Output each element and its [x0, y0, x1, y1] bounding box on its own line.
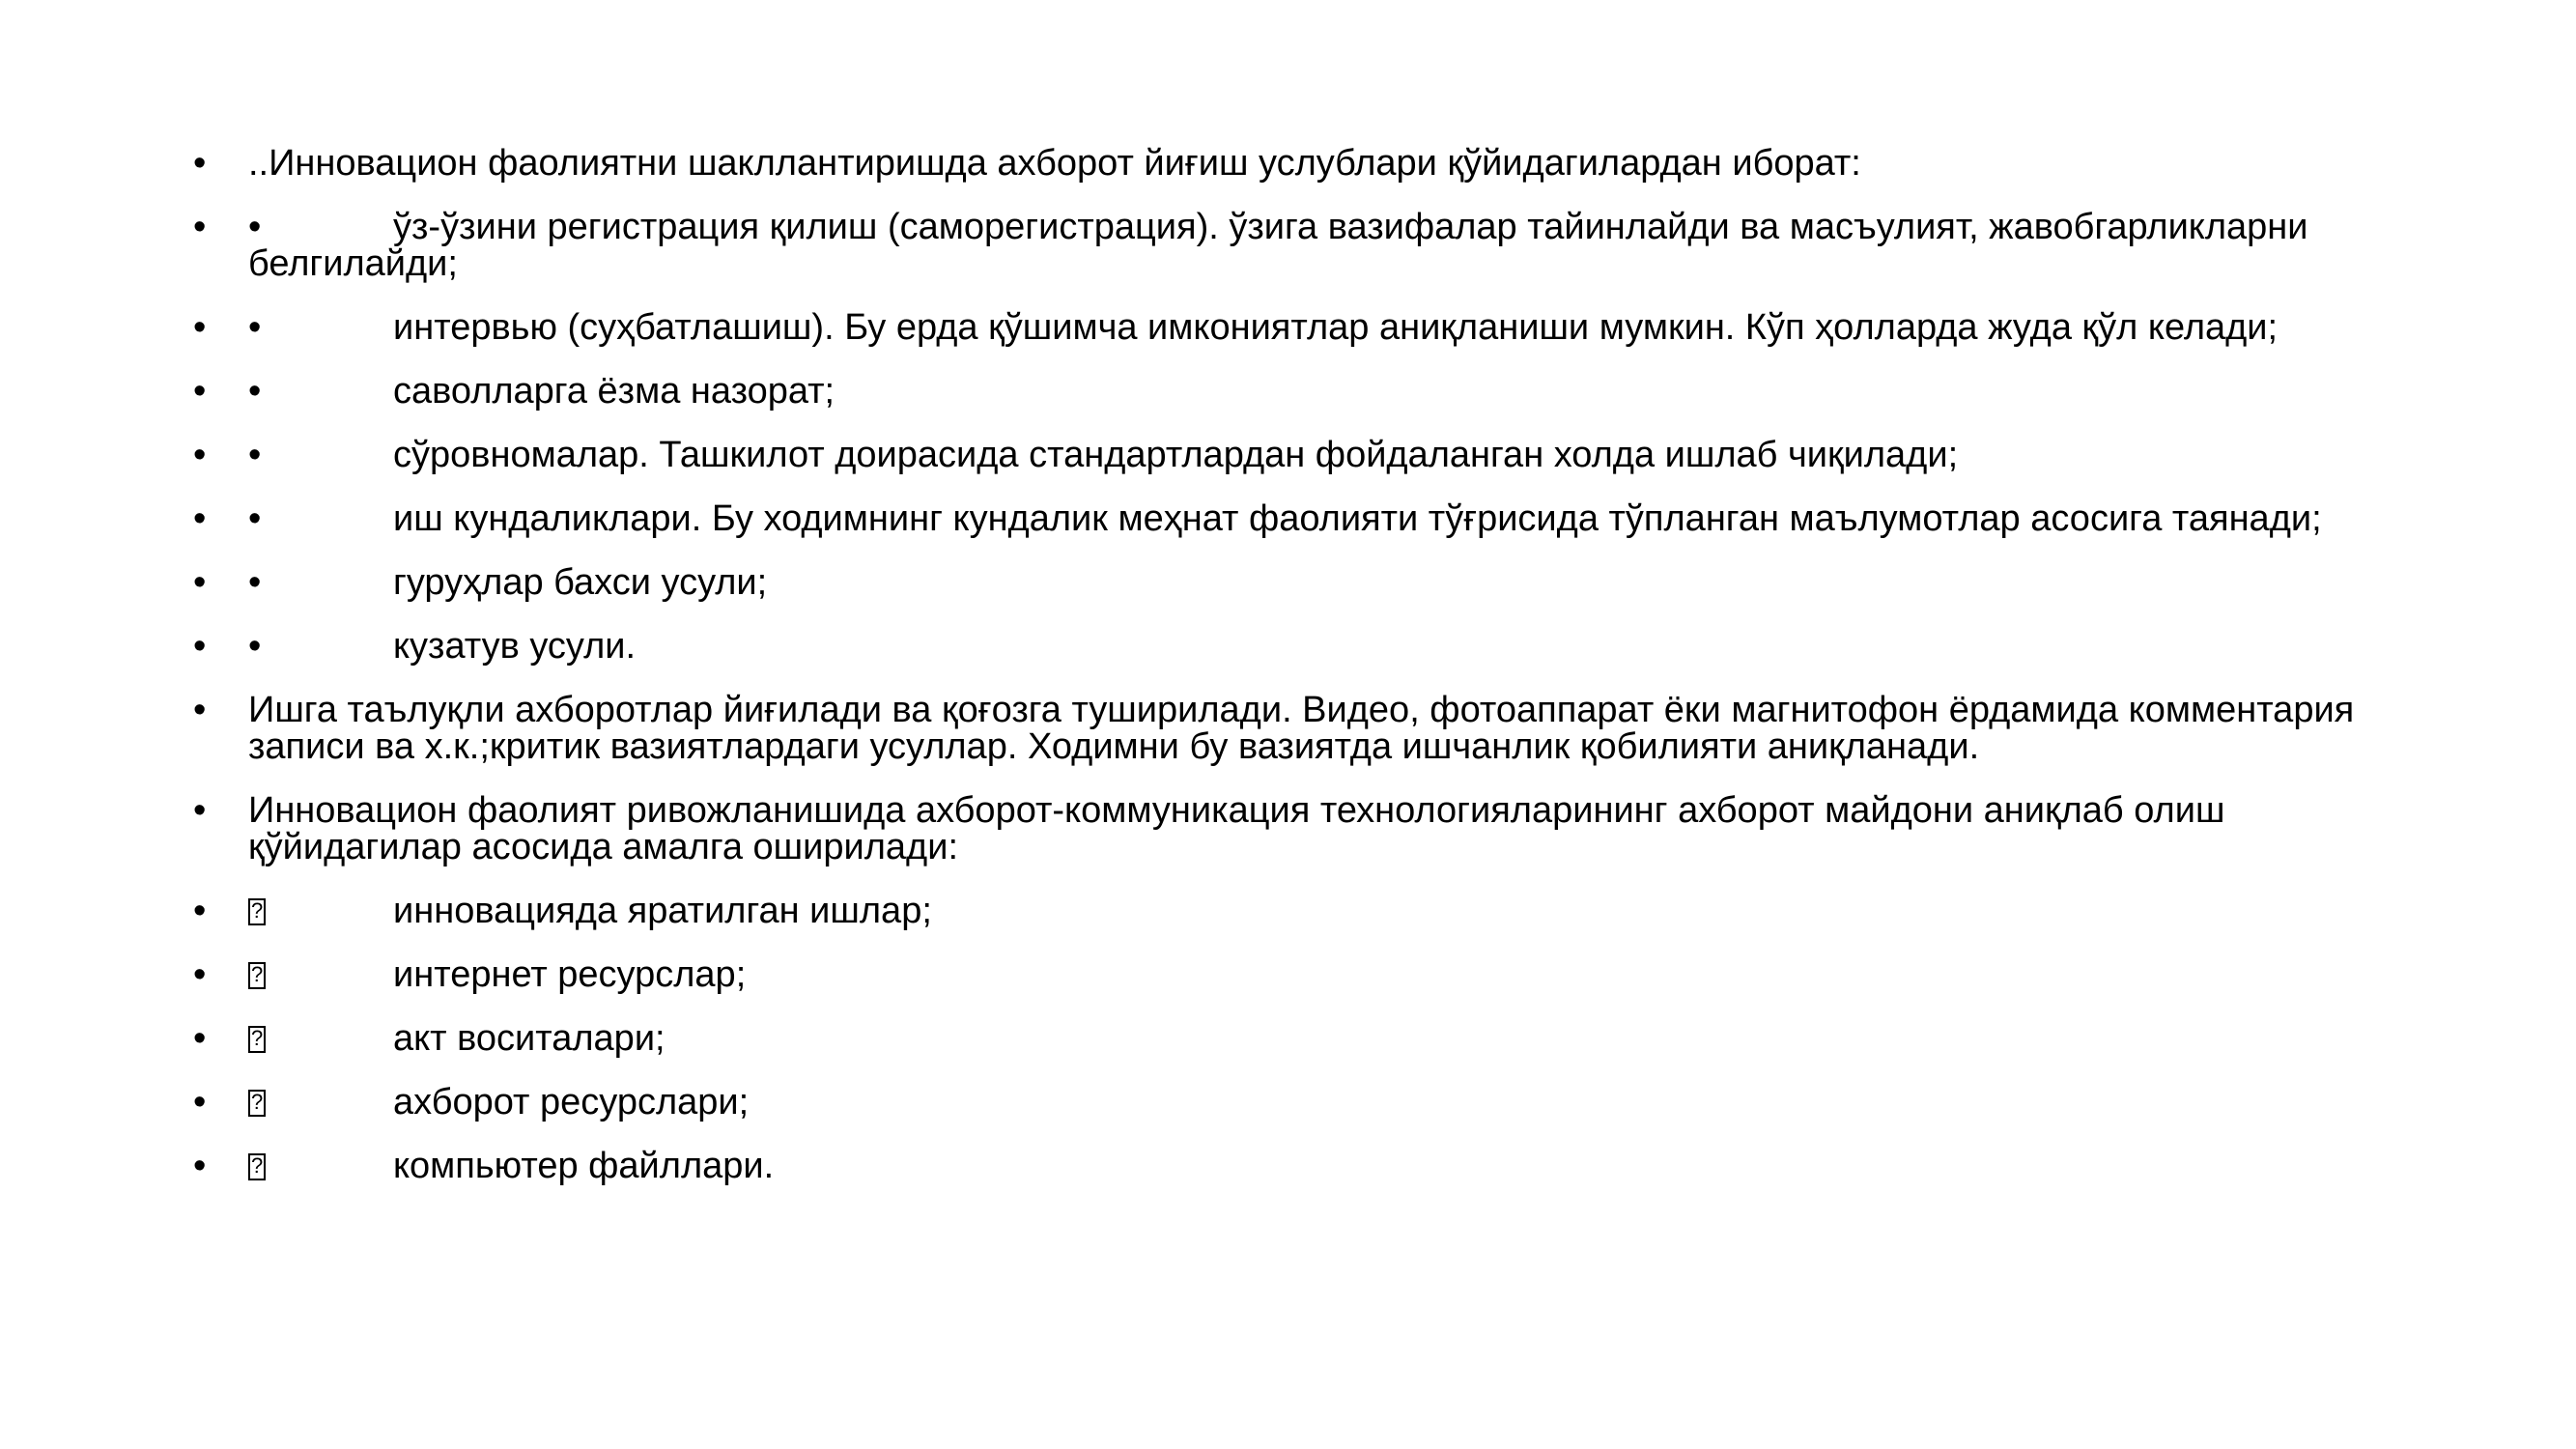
sub-bullet-icon: •	[248, 435, 262, 475]
list-item	[193, 1020, 2424, 1057]
missing-glyph-icon	[248, 1148, 393, 1184]
list-item-content	[248, 437, 2424, 473]
bullet-icon: •	[193, 1082, 207, 1122]
list-item-content	[248, 1084, 2424, 1121]
list-item-text: ахборот ресурслари;	[393, 1082, 750, 1122]
placeholder-box-icon	[248, 1090, 266, 1117]
list-item-text: инновацияда яратилган ишлар;	[393, 891, 932, 931]
list-item-text: компьютер файллари.	[393, 1146, 775, 1186]
sub-bullet-icon: •	[248, 562, 262, 603]
list-item-content	[248, 628, 2424, 665]
bullet-icon: •	[193, 307, 207, 348]
list-item	[193, 956, 2424, 993]
list-item-content	[248, 792, 2424, 866]
list-item	[193, 1084, 2424, 1121]
list-item-text: ..Инновацион фаолиятни шакллантиришда ахборот йиғиш услублари қўйидагилардан иборат:	[248, 143, 1861, 184]
list-item-content	[248, 1148, 2424, 1184]
bullet-icon: •	[193, 435, 207, 475]
bullet-icon: •	[193, 143, 207, 184]
list-item-text: Инновацион фаолият ривожланишида ахборот-коммуникация технологияларининг ахборот майдони аниқлаб олиш қўйидагилар асосида амалга оширилади:	[248, 790, 2225, 867]
bullet-icon: •	[193, 1146, 207, 1186]
missing-glyph-icon	[248, 956, 393, 993]
list-item-content	[248, 893, 2424, 929]
list-item	[193, 1148, 2424, 1184]
sub-bullet-icon: •	[248, 307, 262, 348]
list-item	[193, 373, 2424, 410]
list-item-content	[248, 373, 2424, 410]
list-item	[193, 309, 2424, 346]
list-item	[193, 437, 2424, 473]
list-item	[193, 692, 2424, 765]
list-item-content	[248, 309, 2424, 346]
list-item-text: Ишга таълуқли ахборотлар йиғилади ва қоғозга туширилади. Видео, фотоаппарат ёки магнитофон ёрдамида комментария записи ва х.к.;критик вазиятлардаги усуллар. Ходимни бу вазиятда ишчанлик қобилияти аниқланади.	[248, 690, 2355, 767]
list-item	[193, 792, 2424, 866]
list-item	[193, 500, 2424, 537]
bullet-icon: •	[193, 891, 207, 931]
bullet-icon: •	[193, 626, 207, 667]
bullet-icon: •	[193, 690, 207, 730]
list-item-text: акт воситалари;	[393, 1018, 665, 1059]
bullet-icon: •	[193, 207, 207, 247]
bullet-icon: •	[193, 498, 207, 539]
sub-bullet-icon: •	[248, 207, 262, 247]
bullet-icon: •	[193, 371, 207, 412]
list-item-text: интервью (суҳбатлашиш). Бу ерда қўшимча имкониятлар аниқланиши мумкин. Кўп ҳолларда жуда қўл келади;	[393, 307, 2279, 348]
missing-glyph-icon	[248, 1020, 393, 1057]
bullet-icon: •	[193, 562, 207, 603]
placeholder-box-icon	[248, 1026, 266, 1053]
placeholder-box-icon	[248, 898, 266, 925]
list-item	[193, 209, 2424, 282]
list-item-content	[248, 209, 2424, 282]
sub-bullet-icon: •	[248, 498, 262, 539]
list-item-content	[248, 145, 2424, 182]
list-item-content	[248, 692, 2424, 765]
list-item-text: сўровномалар. Ташкилот доирасида стандартлардан фойдаланган холда ишлаб чиқилади;	[393, 435, 1959, 475]
sub-bullet-icon: •	[248, 626, 262, 667]
placeholder-box-icon	[248, 962, 266, 989]
bullet-list	[193, 145, 2424, 1211]
missing-glyph-icon	[248, 893, 393, 929]
list-item-text: гуруҳлар бахси усули;	[393, 562, 768, 603]
list-item-text: интернет ресурслар;	[393, 954, 747, 995]
list-item-content	[248, 500, 2424, 537]
bullet-icon: •	[193, 1018, 207, 1059]
list-item-text: саволларга ёзма назорат;	[393, 371, 835, 412]
list-item	[193, 628, 2424, 665]
list-item-text: иш кундаликлари. Бу ходимнинг кундалик меҳнат фаолияти тўғрисида тўпланган маълумотлар асосига таянади;	[393, 498, 2322, 539]
list-item-text: ўз-ўзини регистрация қилиш (саморегистрация). ўзига вазифалар тайинлайди ва масъулият, жавобгарликларни белгилайди;	[248, 207, 2308, 284]
sub-bullet-icon: •	[248, 371, 262, 412]
list-item	[193, 564, 2424, 601]
list-item	[193, 145, 2424, 182]
bullet-icon: •	[193, 790, 207, 831]
list-item	[193, 893, 2424, 929]
list-item-content	[248, 956, 2424, 993]
missing-glyph-icon	[248, 1084, 393, 1121]
list-item-content	[248, 564, 2424, 601]
list-item-text: кузатув усули.	[393, 626, 637, 667]
placeholder-box-icon	[248, 1153, 266, 1180]
list-item-content	[248, 1020, 2424, 1057]
bullet-icon: •	[193, 954, 207, 995]
